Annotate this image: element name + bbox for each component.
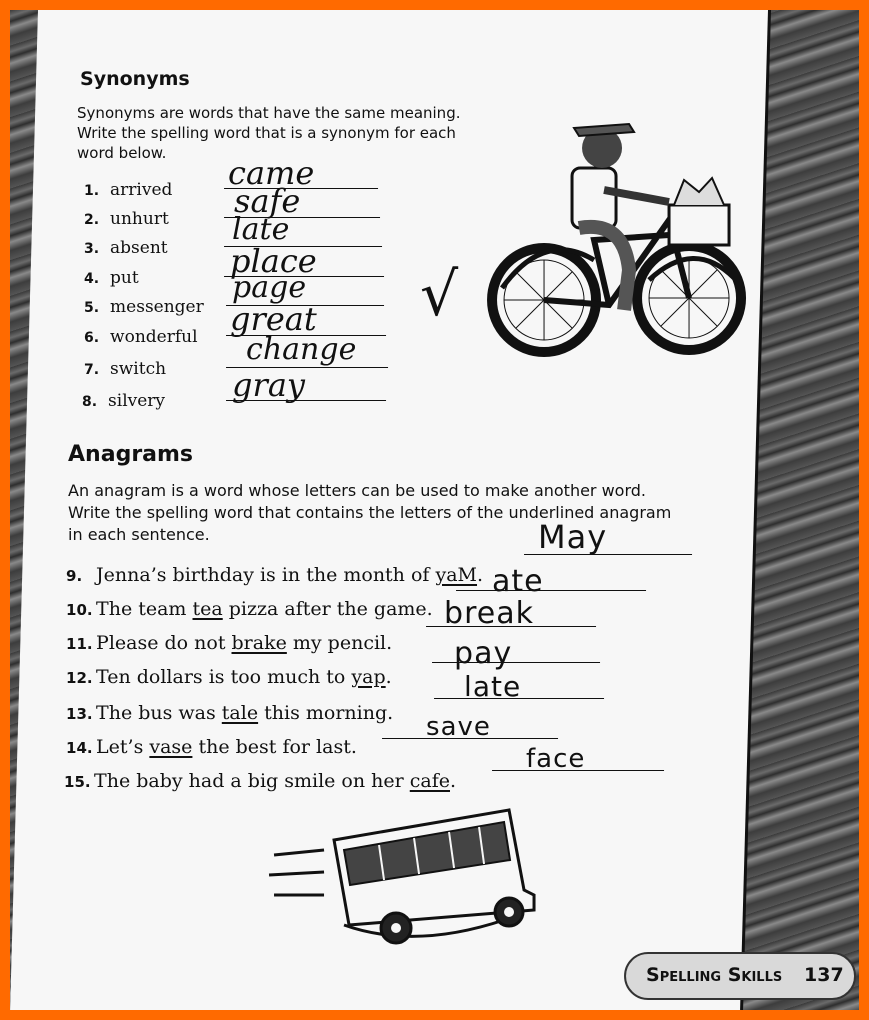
handwritten-answer-5: page xyxy=(232,270,307,305)
handwritten-answer-13: late xyxy=(464,670,522,703)
anagram-row-13 xyxy=(66,702,393,724)
synonyms-instructions-line-1: Synonyms are words that have the same meaning. xyxy=(77,104,461,122)
item-number: 15. xyxy=(64,773,91,791)
synonym-row-8 xyxy=(82,391,165,411)
footer-section-label: Spelling Skills xyxy=(646,964,783,986)
handwritten-answer-4: place xyxy=(230,242,317,280)
synonyms-instructions-line-2: Write the spelling word that is a synonym for each xyxy=(77,124,456,142)
anagrams-instructions-line-1: An anagram is a word whose letters can be used to make another word. xyxy=(68,481,647,500)
item-number: 11. xyxy=(66,635,93,653)
item-number: 4. xyxy=(84,271,100,287)
underlined-anagram: yaM xyxy=(435,564,478,586)
synonyms-instructions-line-3: word below. xyxy=(77,144,167,162)
sentence-text: The bus was xyxy=(96,702,222,724)
item-number: 2. xyxy=(84,212,100,228)
sentence-text: Ten dollars is too much to xyxy=(96,666,352,688)
item-number: 3. xyxy=(84,241,100,257)
handwritten-answer-1: came xyxy=(228,154,315,192)
underlined-anagram: tale xyxy=(221,702,259,724)
synonym-word: put xyxy=(110,268,139,288)
anagram-row-15 xyxy=(64,770,456,792)
synonym-word: unhurt xyxy=(110,209,169,229)
anagrams-instructions-line-2: Write the spelling word that contains the letters of the underlined anagram xyxy=(68,503,672,522)
item-number: 7. xyxy=(84,362,100,378)
sentence-text: The baby had a big smile on her xyxy=(94,770,410,792)
sentence-text: pizza after the game. xyxy=(222,598,433,620)
item-number: 1. xyxy=(84,183,100,199)
page-footer-badge xyxy=(624,952,856,1000)
synonym-row-5 xyxy=(84,297,204,317)
item-number: 8. xyxy=(82,394,98,410)
underlined-anagram: yap xyxy=(351,666,386,688)
synonym-row-3 xyxy=(84,238,168,258)
item-number: 6. xyxy=(84,330,100,346)
anagram-row-9 xyxy=(66,564,483,586)
anagram-row-10 xyxy=(66,598,433,620)
check-mark: √ xyxy=(420,260,460,330)
school-bus-illustration xyxy=(264,800,554,960)
item-number: 13. xyxy=(66,705,93,723)
handwritten-answer-14: save xyxy=(426,712,491,742)
synonym-row-1 xyxy=(84,180,172,200)
handwritten-answer-3: late xyxy=(232,212,290,247)
sentence-text: . xyxy=(477,564,484,586)
underlined-anagram: brake xyxy=(231,632,287,654)
handwritten-answer-7: change xyxy=(246,332,357,367)
anagrams-instructions-line-3: in each sentence. xyxy=(68,525,210,544)
synonym-word: switch xyxy=(110,359,167,379)
handwritten-answer-8: gray xyxy=(232,366,305,404)
synonym-word: wonderful xyxy=(110,327,198,347)
sentence-text: Please do not xyxy=(96,632,232,654)
synonym-row-2 xyxy=(84,209,169,229)
sentence-text: this morning. xyxy=(258,702,394,724)
handwritten-answer-2: safe xyxy=(234,182,301,220)
anagrams-title: Anagrams xyxy=(68,442,194,467)
synonym-word: arrived xyxy=(110,180,173,200)
synonym-word: absent xyxy=(110,238,168,258)
sentence-text: The team xyxy=(96,598,193,620)
anagram-row-11 xyxy=(66,632,392,654)
handwritten-answer-12: pay xyxy=(454,636,513,671)
underlined-anagram: vase xyxy=(149,736,193,758)
synonym-word: messenger xyxy=(110,297,204,317)
handwritten-answer-15: face xyxy=(526,744,586,774)
page-number: 137 xyxy=(804,964,844,986)
photo-frame xyxy=(10,10,859,1010)
sentence-text: the best for last. xyxy=(192,736,357,758)
synonym-word: silvery xyxy=(108,391,166,411)
underlined-anagram: tea xyxy=(192,598,223,620)
sentence-text: . xyxy=(385,666,392,688)
item-number: 12. xyxy=(66,669,93,687)
handwritten-answer-9: May xyxy=(538,518,608,556)
anagram-row-12 xyxy=(66,666,392,688)
sentence-text: . xyxy=(450,770,457,792)
handwritten-answer-6: great xyxy=(230,300,317,338)
synonym-row-6 xyxy=(84,327,197,347)
item-number: 14. xyxy=(66,739,93,757)
underlined-anagram: cafe xyxy=(409,770,451,792)
item-number: 5. xyxy=(84,300,100,316)
answer-line-10[interactable] xyxy=(456,590,646,591)
sentence-text: my pencil. xyxy=(286,632,393,654)
handwritten-answer-10: ate xyxy=(492,564,544,599)
synonym-row-7 xyxy=(84,359,166,379)
worksheet-page xyxy=(10,10,844,1010)
bicycle-rider-illustration xyxy=(484,110,754,360)
sentence-text: Jenna’s birthday is in the month of xyxy=(96,564,436,586)
synonym-row-4 xyxy=(84,268,139,288)
anagram-row-14 xyxy=(66,736,357,758)
item-number: 9. xyxy=(66,567,83,585)
handwritten-answer-11: break xyxy=(444,596,534,631)
sentence-text: Let’s xyxy=(96,736,150,758)
synonyms-title: Synonyms xyxy=(80,68,190,90)
item-number: 10. xyxy=(66,601,93,619)
